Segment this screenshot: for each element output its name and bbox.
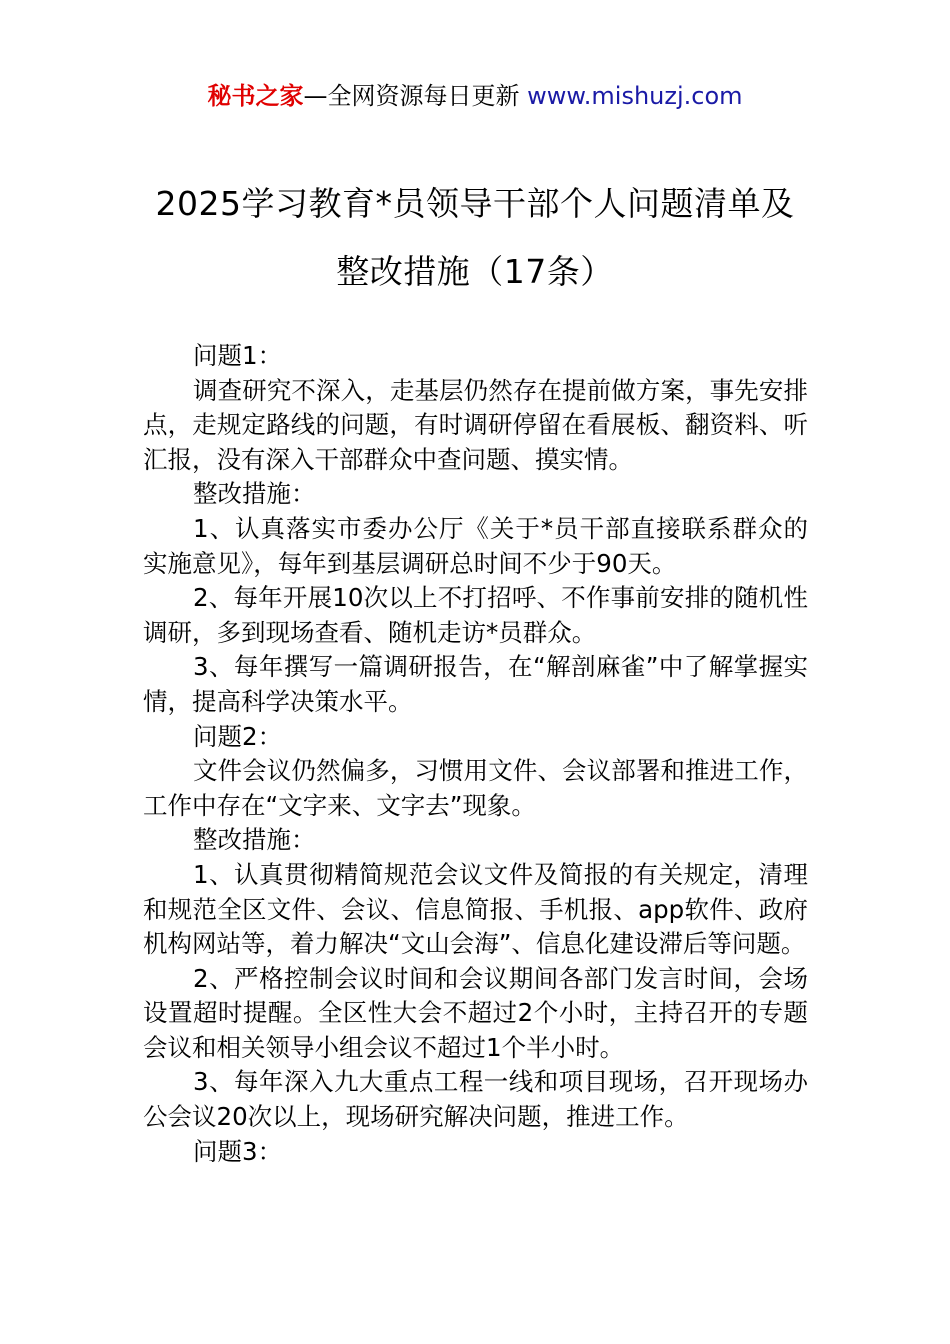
site-url-link[interactable]: www.mishuzj.com [519, 82, 743, 110]
issue-1-measure-2: 2、每年开展10次以上不打招呼、不作事前安排的随机性调研，多到现场查看、随机走访*员群众。 [143, 583, 808, 647]
title-line-1: 2025学习教育*员领导干部个人问题清单及 [155, 184, 795, 223]
issue-1-description: 调查研究不深入，走基层仍然存在提前做方案，事先安排点，走规定路线的问题，有时调研停留在看展板、翻资料、听汇报，没有深入干部群众中查问题、摸实情。 [143, 375, 808, 474]
site-tagline: —全网资源每日更新 [303, 82, 520, 110]
site-header [0, 78, 950, 114]
issue-1-measures-heading: 整改措施： [193, 479, 316, 509]
issue-1-measure-1: 1、认真落实市委办公厅《关于*员干部直接联系群众的实施意见》，每年到基层调研总时间不少于90天。 [143, 513, 808, 578]
issue-3-heading: 问题3： [193, 1136, 283, 1166]
issue-2-measure-2: 2、严格控制会议时间和会议期间各部门发言时间，会场设置超时提醒。全区性大会不超过2个小时，主持召开的专题会议和相关领导小组会议不超过1个半小时。 [143, 963, 808, 1062]
title-line-2: 整改措施（17条） [336, 252, 614, 291]
issue-2-heading: 问题2： [193, 721, 283, 751]
document-title [140, 170, 810, 306]
issue-1-heading: 问题1： [193, 341, 283, 370]
issue-2-measure-3: 3、每年深入九大重点工程一线和项目现场，召开现场办公会议20次以上，现场研究解决问题，推进工作。 [143, 1067, 808, 1132]
issue-2-description: 文件会议仍然偏多，习惯用文件、会议部署和推进工作，工作中存在“文字来、文字去”现象。 [143, 756, 808, 820]
site-brand: 秘书之家 [207, 82, 304, 110]
document-body [143, 339, 808, 1169]
issue-2-measures-heading: 整改措施： [193, 825, 316, 855]
issue-1-measure-3: 3、每年撰写一篇调研报告，在“解剖麻雀”中了解掌握实情，提高科学决策水平。 [143, 652, 808, 716]
issue-2-measure-1: 1、认真贯彻精简规范会议文件及简报的有关规定，清理和规范全区文件、会议、信息简报、手机报、app软件、政府机构网站等，着力解决“文山会海”、信息化建设滞后等问题。 [143, 859, 808, 959]
